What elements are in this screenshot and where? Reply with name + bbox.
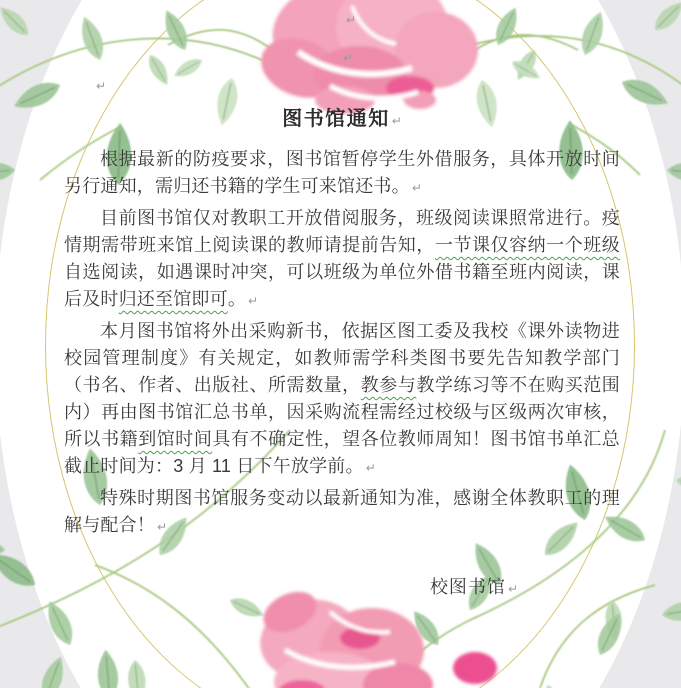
paragraph-host (64, 146, 620, 541)
paragraph-mark: ↵ (411, 181, 422, 195)
paragraph-mark: ↵ (157, 520, 168, 534)
proofing-squiggle-text: 一节课仅容纳一个班级 (434, 235, 621, 255)
notice-text: 教学练习等不在购买范围内）再由图书馆汇总书单，因采购流程需经过校级与区级两次审核，所以书籍 (64, 375, 621, 449)
notice-text: 本月图书馆将外出采购新书，依据区图工委及我校《课外读物进校园管理制度》有关规定，如教师需学科类图书要先告知教学部门（书名、作者、出版社、所需数量， (64, 321, 620, 395)
notice-paragraph (64, 485, 620, 541)
notice-paragraph (64, 318, 620, 482)
rose-bottom (254, 584, 497, 688)
formatting-mark: ↵ (96, 79, 107, 93)
proofing-squiggle-text: 归还至馆即可 (118, 289, 228, 309)
notice-text: 特殊时期图书馆服务变动以最新通知为准，感谢全体教职工的理解与配合！ (64, 488, 620, 535)
rose-top (253, 0, 478, 114)
notice-paragraph (64, 205, 620, 315)
notice-text: 目前图书馆仅对教职工开放借阅服务，班级阅读课照常进行。疫情期需带班来馆上阅读课的教师请提前告知， (64, 208, 620, 255)
proofing-squiggle-text: 教参与 (360, 375, 417, 395)
paragraph-mark: ↵ (391, 114, 402, 128)
paragraph-mark: ↵ (507, 582, 518, 596)
notice-title-text: 图书馆通知 (282, 108, 390, 130)
notice-document (64, 102, 620, 599)
proofing-squiggle-text: 到馆时间 (138, 429, 213, 449)
notice-text: 具有不确定性，望各位教师周知！图书馆书单汇总截止时间为：3 月 11 日下午放学前。 (64, 429, 620, 476)
formatting-mark: ↵ (346, 13, 357, 27)
formatting-mark: ↵ (343, 51, 354, 65)
notice-paragraph (64, 146, 620, 202)
notice-text: 。 (227, 289, 247, 309)
signature: 校图书馆 (429, 577, 506, 597)
signature-row (64, 573, 620, 599)
notice-title (64, 102, 620, 131)
notice-text: 根据最新的防疫要求，图书馆暂停学生外借服务，具体开放时间另行通知，需归还书籍的学生可来馆还书。 (64, 149, 620, 196)
notice-text: 自选阅读，如遇课时冲突，可以班级为单位外借书籍至班内阅读，课后及时 (64, 262, 620, 309)
paragraph-mark: ↵ (365, 461, 376, 475)
paragraph-mark: ↵ (248, 294, 259, 308)
